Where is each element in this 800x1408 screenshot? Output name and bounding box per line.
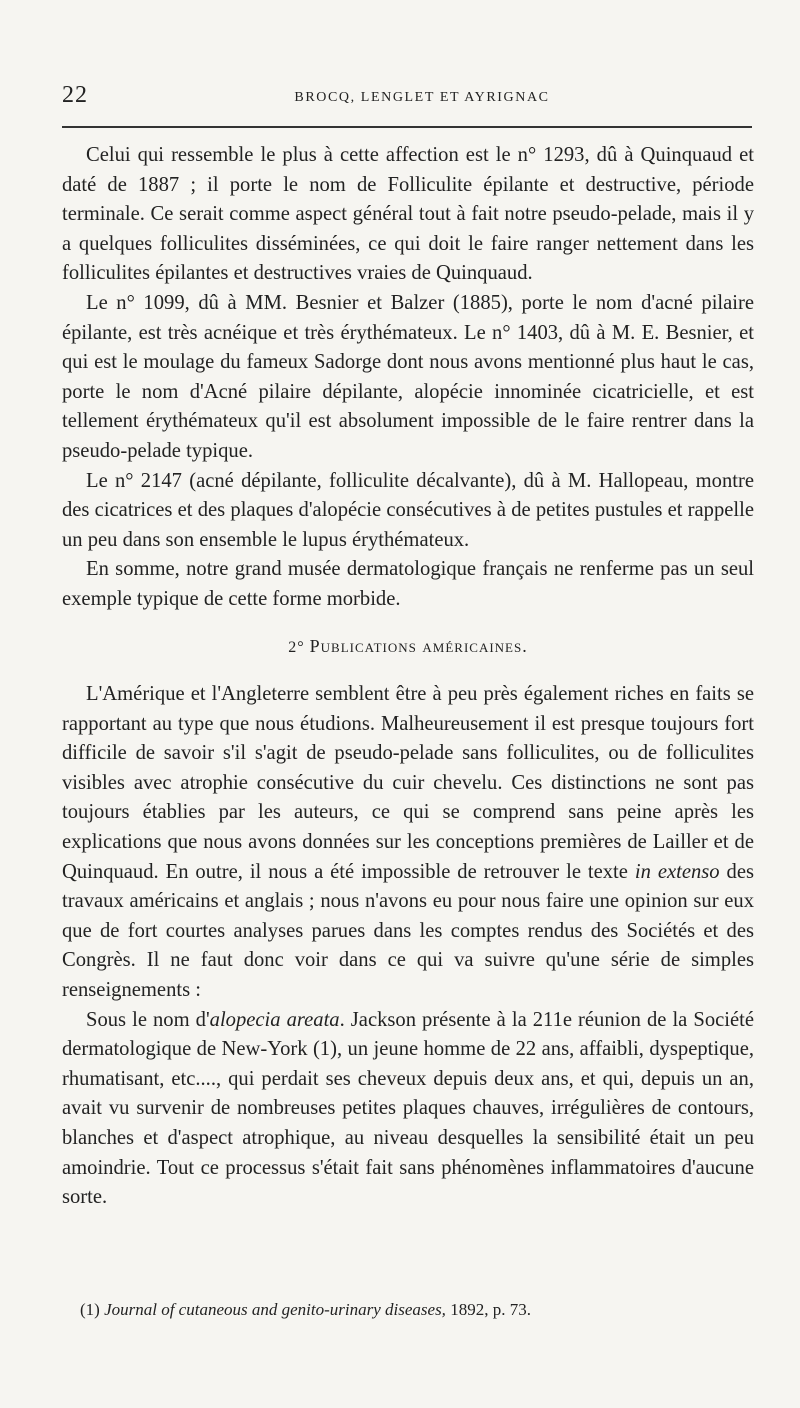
running-head: BROCQ, LENGLET ET AYRIGNAC (294, 90, 550, 105)
footnote (80, 1298, 750, 1322)
paragraph-1: Celui qui ressemble le plus à cette affection est le n° 1293, dû à Quinquaud et daté de 1887 ; il porte le nom de Folliculite épilante et destructive, période terminale. Ce serait comme aspect général tout à fait notre pseudo-pelade, mais il y a quelques folliculites disséminées, ce qui doit le faire ranger nettement dans les folliculites épilantes et destructives vraies de Quinquaud. (62, 144, 754, 285)
paragraph-4: En somme, notre grand musée dermatologique français ne renferme pas un seul exemple typique de cette forme morbide. (62, 558, 754, 610)
section-number: 2° (288, 638, 305, 656)
body-text (62, 141, 754, 1213)
paragraph-5-text-a: L'Amérique et l'Angleterre semblent être à peu près également riches en faits se rapportant au type que nous étudions. Malheureusement il est presque toujours fort difficile de savoir s'il s'agit de pseudo-pelade sans folliculites, ou de folliculites visibles avec atrophie consécutive du cuir chevelu. Ces distinctions ne sont pas toujours établies par les auteurs, ce qui se comprend sans peine après les explications que nous avons données sur les conceptions premières de Lailler et de Quinquaud. En outre, il nous a été impossible de retrouver le texte (62, 683, 754, 883)
header-rule (62, 126, 752, 128)
paragraph-2: Le n° 1099, dû à MM. Besnier et Balzer (1885), porte le nom d'acné pilaire épilante, est très acnéique et très érythémateux. Le n° 1403, dû à M. E. Besnier, et qui est le moulage du fameux Sadorge dont nous avons mentionné plus haut le cas, porte le nom d'Acné pilaire dépilante, alopécie innominée cicatricielle, et est tellement érythémateux qu'il est absolument impossible de le faire rentrer dans la pseudo-pelade typique. (62, 291, 754, 462)
footnote-citation: 1892, p. 73. (445, 1300, 531, 1319)
footnote-journal: Journal of cutaneous and genito-urinary diseases, (104, 1300, 446, 1319)
paragraph-5-text-b: des travaux américains et anglais ; nous n'avons eu pour nous faire une opinion sur eux que de fort courtes analyses parues dans les comptes rendus des Sociétés et des Congrès. Il ne faut donc voir dans ce qui va suivre qu'une série de simples renseignements : (62, 860, 754, 1002)
paragraph-6-italic: alopecia areata (209, 1008, 340, 1031)
page-header (62, 82, 752, 112)
section-heading (62, 632, 754, 663)
paragraph-6-text-a: Sous le nom d' (86, 1008, 210, 1031)
paragraph-5-italic: in extenso (634, 860, 720, 883)
paragraph-6 (62, 1006, 754, 1213)
paragraph-3: Le n° 2147 (acné dépilante, folliculite décalvante), dû à M. Hallopeau, montre des cicatrices et des plaques d'alopécie consécutives à de petites pustules et rappelle un peu dans son ensemble le lupus érythémateux. (62, 469, 754, 551)
footnote-marker: (1) (80, 1300, 100, 1319)
section-title: Publications américaines. (309, 635, 528, 656)
page-number: 22 (62, 82, 88, 108)
paragraph-5 (62, 680, 754, 1006)
paragraph-6-text-b: . Jackson présente à la 211e réunion de la Société dermatologique de New-York (1), un jeune homme de 22 ans, affaibli, dyspeptique, rhumatisant, etc...., qui perdait ses cheveux depuis deux ans, et qui, depuis un an, avait vu survenir de nombreuses petites plaques chauves, irrégulières de contours, blanches et d'aspect atrophique, au niveau desquelles la sensibilité était un peu amoindrie. Tout ce processus s'était fait sans phénomènes inflammatoires d'aucune sorte. (62, 1008, 754, 1209)
